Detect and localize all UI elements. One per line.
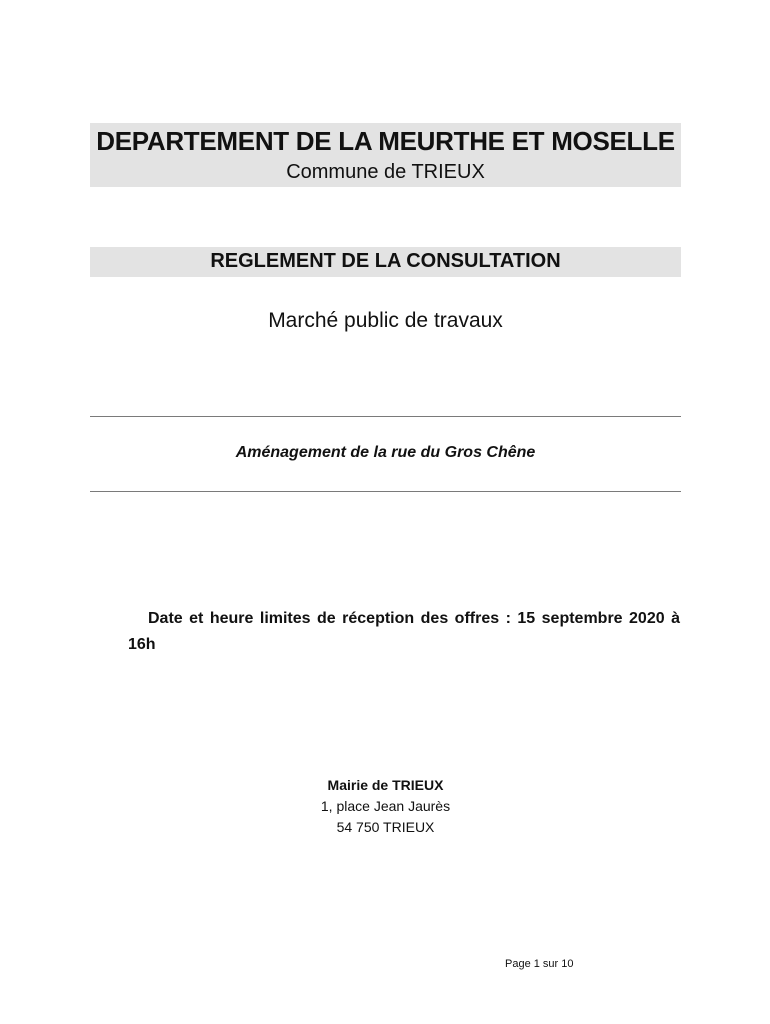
- address-city: 54 750 TRIEUX: [336, 819, 435, 835]
- address-block: [90, 775, 681, 838]
- page-number: Page 1 sur 10: [505, 958, 574, 970]
- divider-top: [90, 416, 681, 417]
- divider-bottom: [90, 491, 681, 492]
- deadline-text: Date et heure limites de réception des offres : 15 septembre 2020 à 16h: [128, 610, 680, 653]
- market-type: Marché public de travaux: [268, 309, 503, 332]
- department-title: DEPARTEMENT DE LA MEURTHE ET MOSELLE: [96, 126, 675, 156]
- commune-subtitle: Commune de TRIEUX: [286, 161, 485, 183]
- consultation-banner: [90, 247, 681, 277]
- address-name: Mairie de TRIEUX: [327, 777, 444, 793]
- project-title: Aménagement de la rue du Gros Chêne: [235, 444, 536, 461]
- document-title: REGLEMENT DE LA CONSULTATION: [210, 250, 561, 272]
- header-banner: [90, 123, 681, 187]
- address-street: 1, place Jean Jaurès: [320, 798, 451, 814]
